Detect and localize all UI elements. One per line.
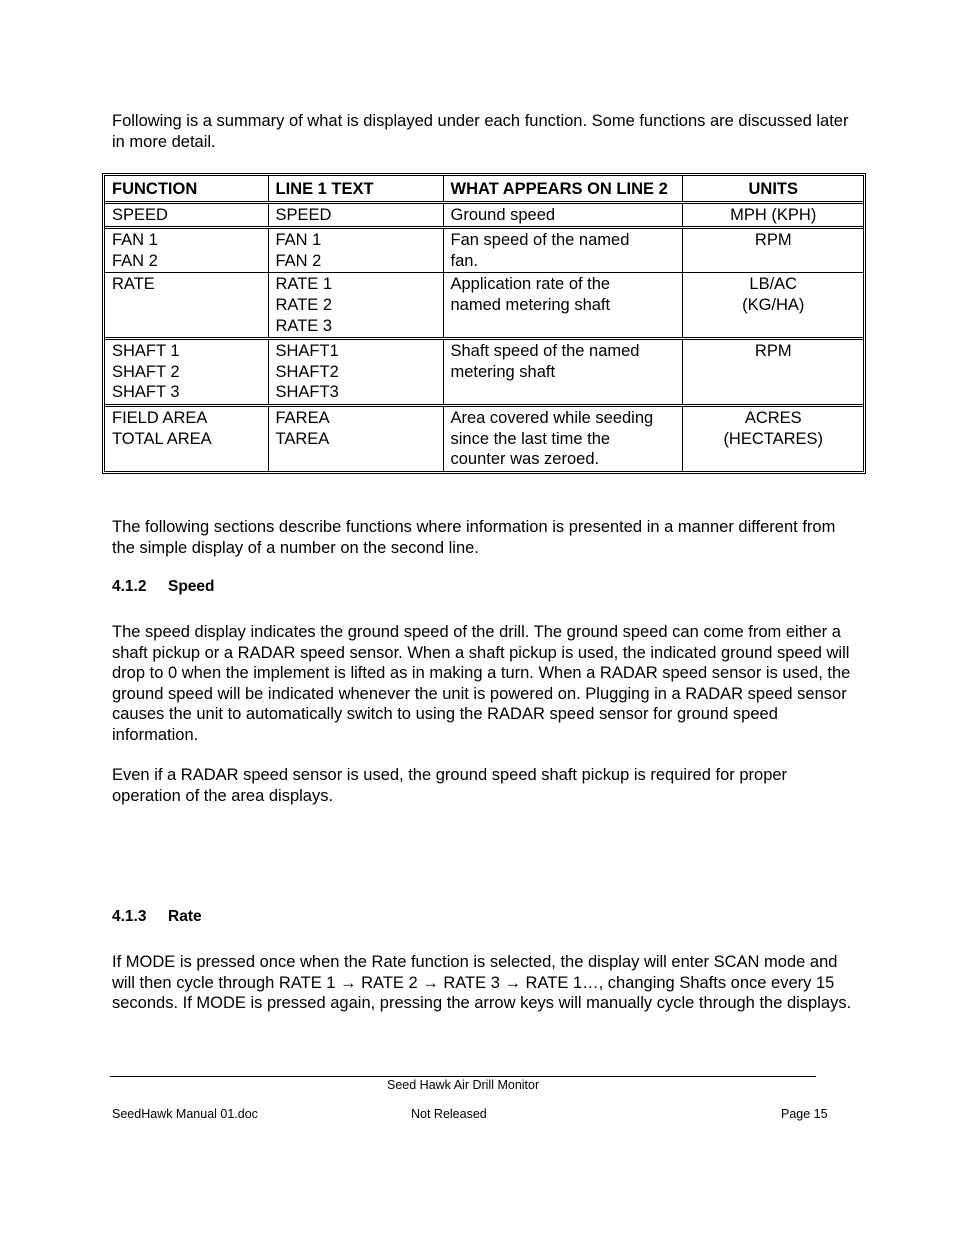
table-row — [105, 228, 863, 273]
function-cell — [105, 339, 268, 406]
line2-description-cell — [443, 339, 682, 406]
cell-text-line: TAREA — [275, 429, 330, 448]
following-paragraph: The following sections describe functions where information is presented in a manner different from the simple display of a number on the second line. — [112, 518, 836, 557]
cell-text-line: TOTAL AREA — [112, 429, 212, 448]
cell-text-line: Shaft speed of the named — [450, 342, 640, 361]
units-cell — [682, 202, 863, 228]
function-cell — [105, 228, 268, 273]
section-number: 4.1.3 — [112, 908, 147, 925]
footer-title: Seed Hawk Air Drill Monitor — [387, 1078, 540, 1092]
table-row — [105, 273, 863, 339]
line2-description-cell — [443, 405, 682, 470]
cell-text-line: FAN 1 — [112, 231, 158, 250]
section-heading-rate — [112, 908, 202, 926]
section-heading-speed — [112, 578, 215, 596]
cell-text-line: SHAFT 2 — [112, 362, 180, 381]
header-function: FUNCTION — [105, 176, 268, 202]
cell-text-line: (HECTARES) — [723, 429, 824, 448]
cell-text-line: since the last time the — [450, 429, 611, 448]
cell-text-line: SHAFT1 — [275, 342, 339, 361]
header-units: UNITS — [682, 176, 863, 202]
line1-text-cell — [268, 273, 443, 339]
cell-text-line: SHAFT2 — [275, 362, 339, 381]
cell-text-line: Ground speed — [450, 205, 556, 224]
cell-text-line: FAN 1 — [275, 231, 322, 250]
cell-text-line: RATE — [112, 275, 155, 294]
cell-text-line: RATE 2 — [275, 295, 333, 314]
cell-text-line: FIELD AREA — [112, 408, 208, 427]
speed-paragraph-1: The speed display indicates the ground speed of the drill. The ground speed can come from either a shaft pickup or a RADAR speed sensor. When a shaft pickup is used, the indicated ground speed will drop to 0 when the implement is lifted as in making a turn. When a RADAR speed sensor is used, the ground speed will be indicated whenever the unit is powered on. Plugging in a RADAR speed sensor causes the unit to automatically switch to using the RADAR speed sensor for ground speed information. — [112, 623, 851, 744]
header-line1-text: LINE 1 TEXT — [268, 176, 443, 202]
line1-text-cell — [268, 339, 443, 406]
cell-text-line: SHAFT3 — [275, 383, 339, 402]
section-title: Speed — [168, 578, 215, 595]
table-row — [105, 202, 863, 228]
line2-description-cell — [443, 228, 682, 273]
units-cell — [682, 273, 863, 339]
cell-text-line: RATE 1 — [275, 275, 333, 294]
line2-description-cell — [443, 273, 682, 339]
cell-text-line: FAN 2 — [112, 251, 158, 270]
function-summary-table — [102, 173, 866, 474]
cell-text-line: SPEED — [275, 205, 332, 224]
cell-text-line: RATE 3 — [275, 316, 333, 335]
cell-text-line: ACRES — [744, 408, 802, 427]
footer-filename: SeedHawk Manual 01.doc — [112, 1107, 258, 1121]
footer-status: Not Released — [411, 1107, 487, 1121]
function-cell — [105, 273, 268, 339]
section-number: 4.1.2 — [112, 578, 147, 595]
function-cell — [105, 405, 268, 470]
intro-paragraph: Following is a summary of what is displayed under each function. Some functions are discussed later in more detail. — [112, 112, 849, 151]
table-header-row — [105, 176, 863, 202]
line1-text-cell — [268, 228, 443, 273]
cell-text-line: Area covered while seeding — [450, 408, 654, 427]
footer-rule — [110, 1076, 816, 1077]
cell-text-line: RPM — [754, 342, 792, 361]
function-cell — [105, 202, 268, 228]
table-row — [105, 339, 863, 406]
cell-text-line: MPH (KPH) — [730, 205, 817, 224]
header-line2: WHAT APPEARS ON LINE 2 — [443, 176, 682, 202]
rate-paragraph: If MODE is pressed once when the Rate function is selected, the display will enter SCAN mode and will then cycle through RATE 1 → RATE 2 → RATE 3 → RATE 1…, changing Shafts once every 15 seconds. If MODE is pressed again, pressing the arrow keys will manually cycle through the displays. — [112, 953, 852, 1013]
cell-text-line: Application rate of the — [450, 275, 611, 294]
units-cell — [682, 228, 863, 273]
cell-text-line: LB/AC — [749, 275, 798, 294]
cell-text-line: SHAFT 1 — [112, 342, 180, 361]
cell-text-line: SHAFT 3 — [112, 383, 180, 402]
line1-text-cell — [268, 405, 443, 470]
line2-description-cell — [443, 202, 682, 228]
section-title: Rate — [168, 908, 202, 925]
cell-text-line: metering shaft — [450, 362, 556, 381]
footer-page-number: Page 15 — [781, 1107, 828, 1121]
cell-text-line: RPM — [754, 231, 792, 250]
line1-text-cell — [268, 202, 443, 228]
units-cell — [682, 339, 863, 406]
cell-text-line: counter was zeroed. — [450, 450, 600, 469]
speed-paragraph-2: Even if a RADAR speed sensor is used, the ground speed shaft pickup is required for proper operation of the area displays. — [112, 766, 788, 805]
cell-text-line: SPEED — [112, 205, 168, 224]
units-cell — [682, 405, 863, 470]
cell-text-line: FAREA — [275, 408, 330, 427]
cell-text-line: (KG/HA) — [742, 295, 805, 314]
cell-text-line: named metering shaft — [450, 295, 611, 314]
cell-text-line: Fan speed of the named — [450, 231, 630, 250]
table-row — [105, 405, 863, 470]
cell-text-line: fan. — [450, 251, 479, 270]
cell-text-line: FAN 2 — [275, 251, 322, 270]
